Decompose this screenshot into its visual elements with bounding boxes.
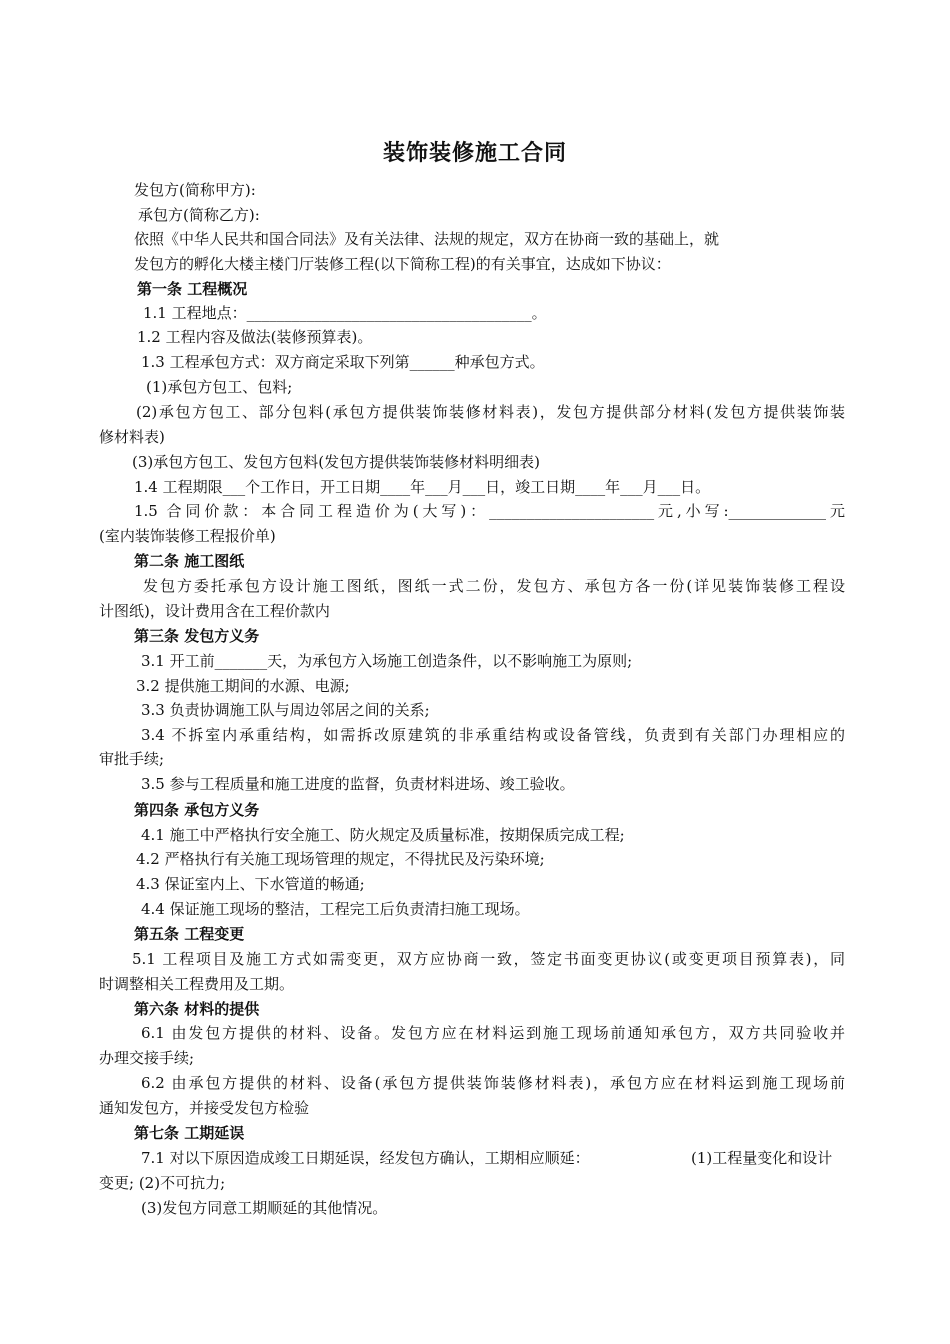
article-7-heading: 第七条 工期延误 [134,1124,245,1142]
clause-6-1-line-2: 办理交接手续; [99,1049,195,1067]
clause-1-3: 1.3 工程承包方式：双方商定采取下列第______种承包方式。 [141,353,545,371]
clause-4-2: 4.2 严格执行有关施工现场管理的规定，不得扰民及污染环境; [136,850,545,868]
preamble-line-2: 发包方的孵化大楼主楼门厅装修工程(以下简称工程)的有关事宜，达成如下协议： [134,255,671,273]
clause-7-1-line-1: 7.1 对以下原因造成竣工日期延误，经发包方确认，工期相应顺延： [141,1149,590,1167]
clause-3-4-line-2: 审批手续; [99,750,165,768]
clause-3-2: 3.2 提供施工期间的水源、电源; [136,677,350,695]
article-5-heading: 第五条 工程变更 [134,925,245,943]
article-6-heading: 第六条 材料的提供 [134,1000,260,1018]
clause-1-5-line-1: 1.5 合同价款：本合同工程造价为(大写)：______________________元,小写:_____________元 [134,502,845,520]
clause-1-5-line-2: (室内装饰装修工程报价单) [99,527,276,545]
article-2-line-2: 计图纸)，设计费用含在工程价款内 [99,602,330,620]
clause-3-1: 3.1 开工前_______天，为承包方入场施工创造条件，以不影响施工为原则; [141,652,633,670]
clause-4-1: 4.1 施工中严格执行安全施工、防火规定及质量标准，按期保质完成工程; [141,826,625,844]
article-2-heading: 第二条 施工图纸 [134,552,245,570]
clause-6-1-line-1: 6.1 由发包方提供的材料、设备。发包方应在材料运到施工现场前通知承包方，双方共同验收并 [141,1024,845,1042]
clause-5-1-line-1: 5.1 工程项目及施工方式如需变更，双方应协商一致，签定书面变更协议(或变更项目预算表)，同 [132,950,845,968]
article-3-heading: 第三条 发包方义务 [134,627,260,645]
clause-4-4: 4.4 保证施工现场的整洁，工程完工后负责清扫施工现场。 [141,900,530,918]
option-2-line-1: (2)承包方包工、部分包料(承包方提供装饰装修材料表)，发包方提供部分材料(发包方提供装饰装 [136,403,845,421]
article-1-heading: 第一条 工程概况 [137,280,248,298]
party-b-line: 承包方(简称乙方): [138,206,260,224]
option-2-line-2: 修材料表) [99,428,165,446]
clause-1-2: 1.2 工程内容及做法(装修预算表)。 [137,328,373,346]
clause-5-1-line-2: 时调整相关工程费用及工期。 [99,975,295,993]
clause-7-1-line-3: (3)发包方同意工期顺延的其他情况。 [141,1199,388,1217]
article-2-line-1: 发包方委托承包方设计施工图纸，图纸一式二份，发包方、承包方各一份(详见装饰装修工程设 [143,577,845,595]
clause-7-1-line-2: 变更; (2)不可抗力; [99,1174,226,1192]
clause-4-3: 4.3 保证室内上、下水管道的畅通; [136,875,365,893]
option-3: (3)承包方包工、发包方包料(发包方提供装饰装修材料明细表) [132,453,540,471]
clause-3-5: 3.5 参与工程质量和施工进度的监督，负责材料进场、竣工验收。 [141,775,575,793]
document-title: 装饰装修施工合同 [382,141,567,166]
clause-6-2-line-2: 通知发包方，并接受发包方检验 [99,1099,310,1117]
clause-3-3: 3.3 负责协调施工队与周边邻居之间的关系; [141,701,430,719]
clause-6-2-line-1: 6.2 由承包方提供的材料、设备(承包方提供装饰装修材料表)，承包方应在材料运到施工现场前 [141,1074,845,1092]
party-a-line: 发包方(简称甲方): [134,181,256,199]
article-4-heading: 第四条 承包方义务 [134,801,260,819]
option-1: (1)承包方包工、包料; [146,378,293,396]
clause-3-4-line-1: 3.4 不拆室内承重结构，如需拆改原建筑的非承重结构或设备管线，负责到有关部门办理相应的 [141,726,845,744]
clause-1-1: 1.1 工程地点：______________________________________。 [143,304,547,322]
clause-1-4: 1.4 工程期限___个工作日，开工日期____年___月___日，竣工日期____年___月___日。 [134,478,711,496]
preamble-line-1: 依照《中华人民共和国合同法》及有关法律、法规的规定，双方在协商一致的基础上，就 [134,230,720,248]
clause-7-1-item-1: (1)工程量变化和设计 [691,1149,833,1167]
